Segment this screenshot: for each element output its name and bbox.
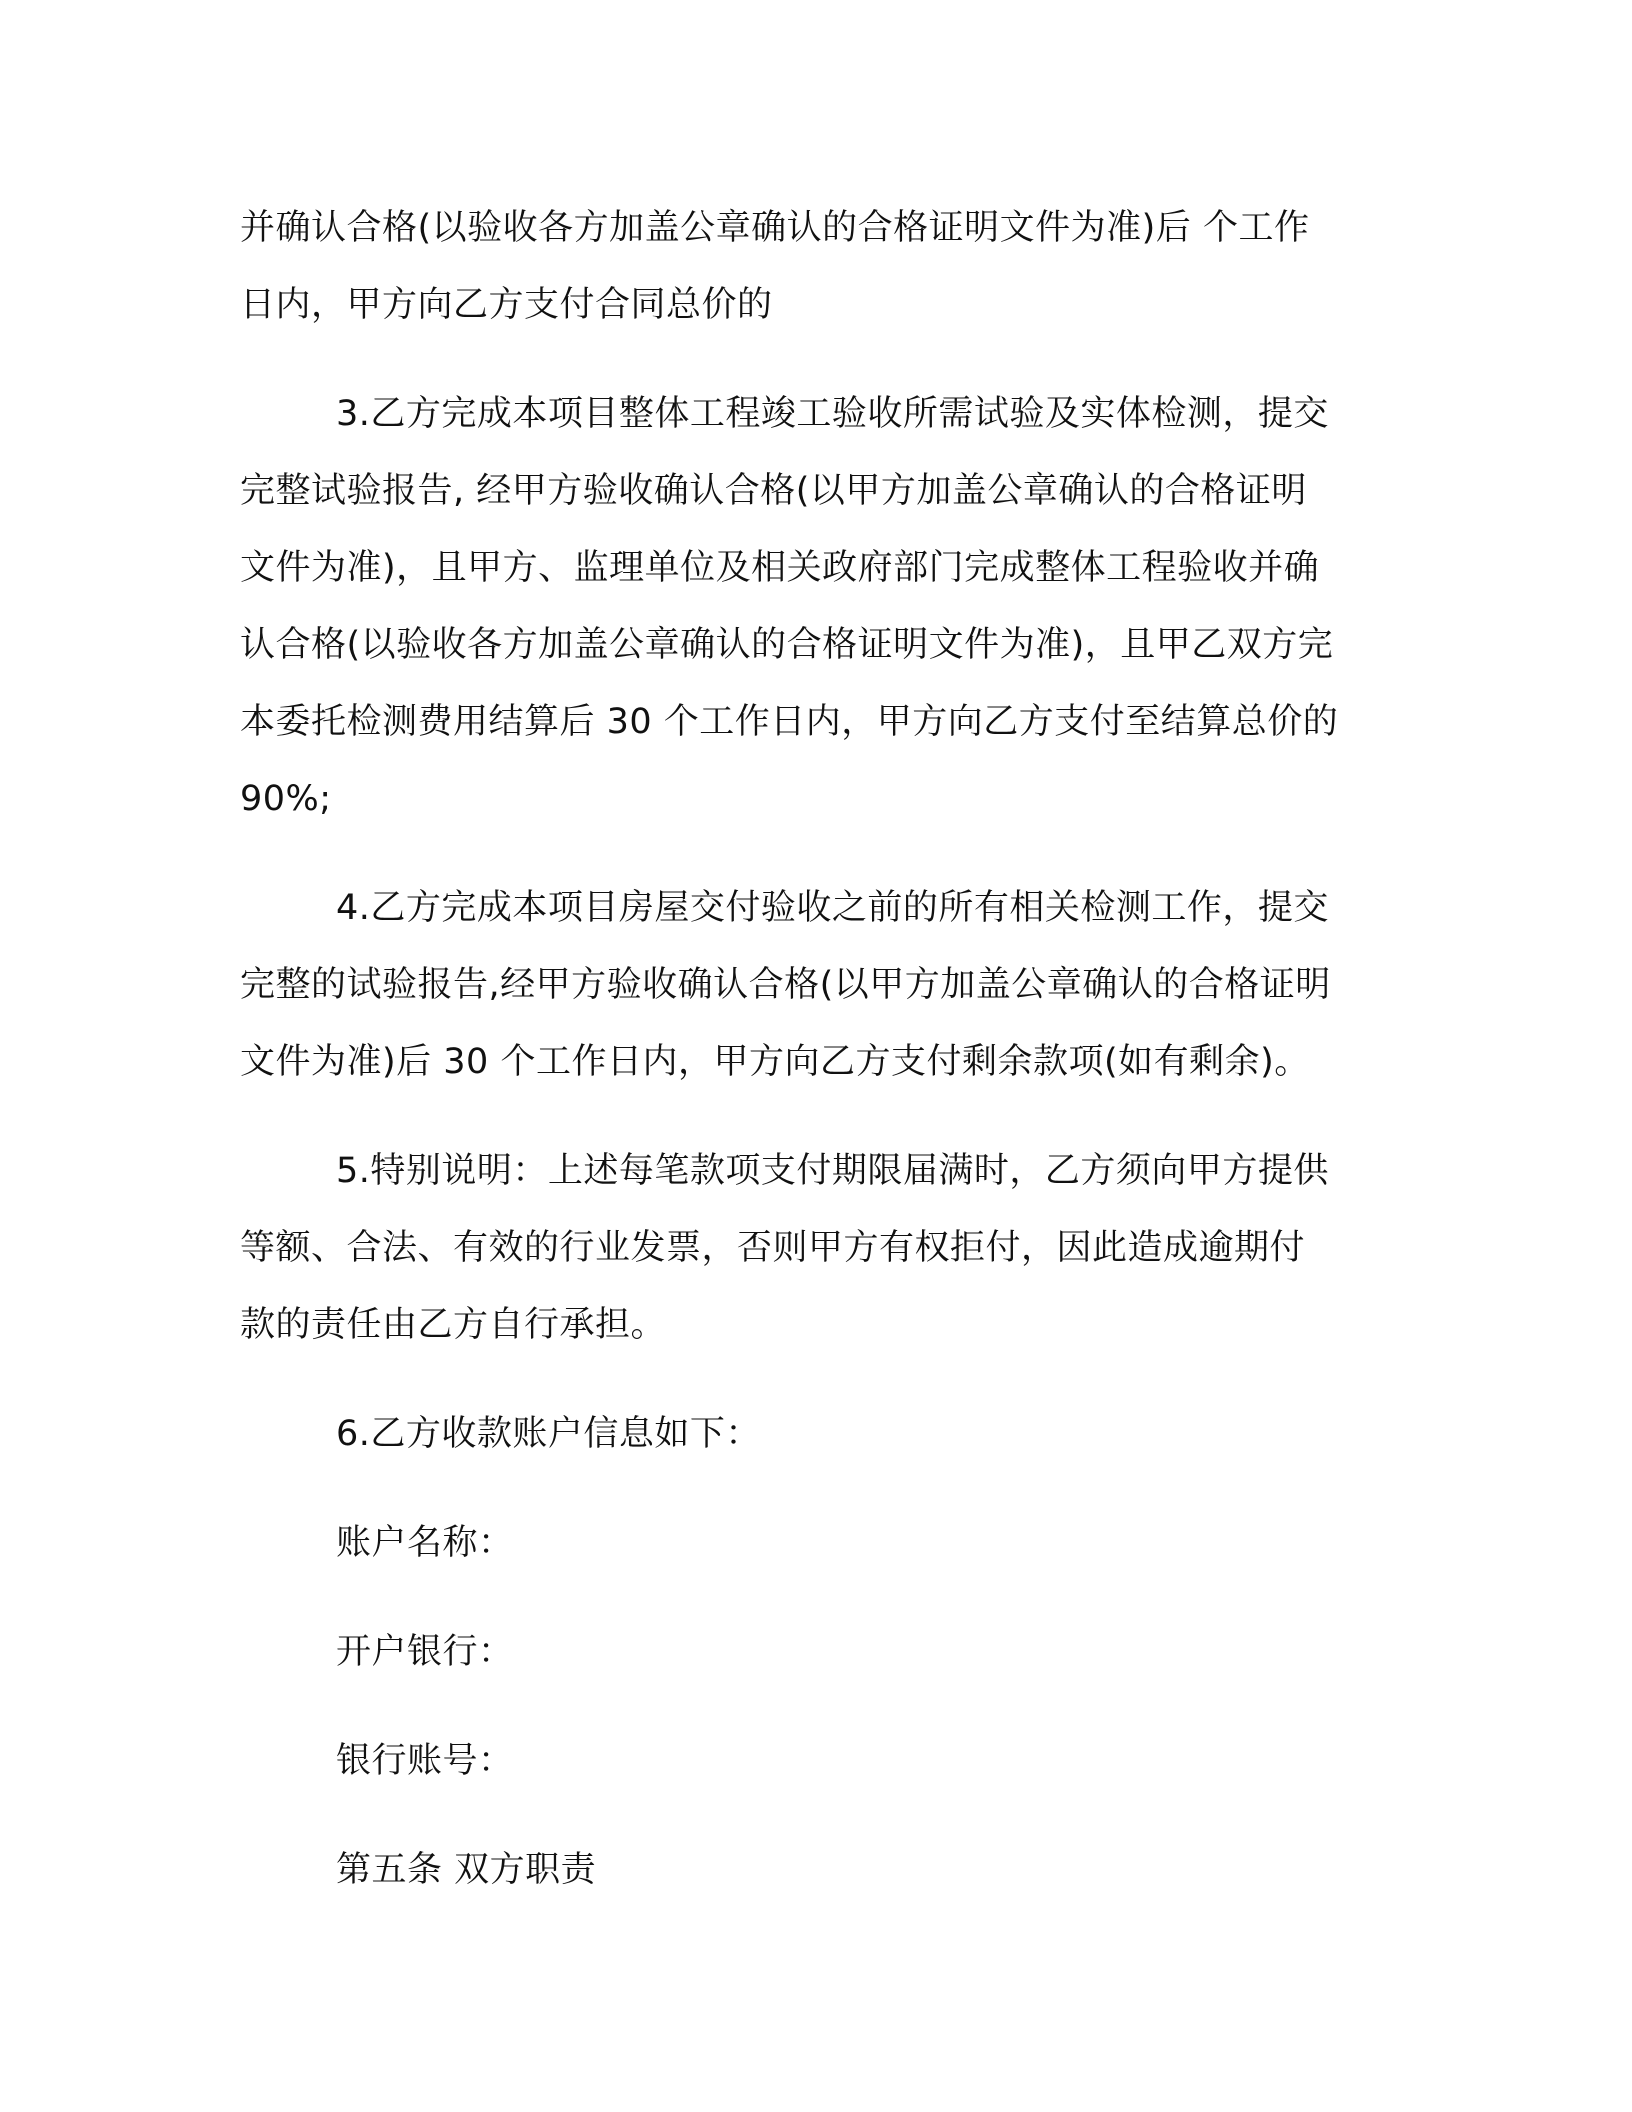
text-line: 文件为准)，且甲方、监理单位及相关政府部门完成整体工程验收并确 xyxy=(240,548,1320,588)
field-account-name xyxy=(240,1505,1390,1582)
text-line: 并确认合格(以验收各方加盖公章确认的合格证明文件为准)后 个工作 xyxy=(240,208,1310,248)
text-line: 款的责任由乙方自行承担。 xyxy=(240,1305,667,1345)
paragraph-continued xyxy=(240,190,1390,344)
text-line: 4.乙方完成本项目房屋交付验收之前的所有相关检测工作，提交 xyxy=(336,888,1329,928)
text-line: 日内，甲方向乙方支付合同总价的 xyxy=(240,285,773,325)
document-page xyxy=(240,190,1390,1909)
text-line: 6.乙方收款账户信息如下： xyxy=(336,1414,761,1454)
paragraph-clause-4 xyxy=(240,870,1390,1101)
text-line: 90%; xyxy=(240,779,332,819)
field-bank xyxy=(240,1614,1390,1691)
section-heading-article-5 xyxy=(240,1832,1390,1909)
text-line: 认合格(以验收各方加盖公章确认的合格证明文件为准)，且甲乙双方完 xyxy=(240,625,1334,665)
text-line: 完整的试验报告,经甲方验收确认合格(以甲方加盖公章确认的合格证明 xyxy=(240,965,1331,1005)
text-line: 完整试验报告, 经甲方验收确认合格(以甲方加盖公章确认的合格证明 xyxy=(240,471,1307,511)
text-line: 本委托检测费用结算后 30 个工作日内，甲方向乙方支付至结算总价的 xyxy=(240,702,1339,742)
text-line: 5.特别说明：上述每笔款项支付期限届满时，乙方须向甲方提供 xyxy=(336,1151,1329,1191)
text-line: 文件为准)后 30 个工作日内，甲方向乙方支付剩余款项(如有剩余)。 xyxy=(240,1042,1310,1082)
paragraph-clause-3 xyxy=(240,376,1390,838)
field-label: 账户名称： xyxy=(336,1523,514,1563)
field-account-number xyxy=(240,1723,1390,1800)
paragraph-clause-5 xyxy=(240,1133,1390,1364)
section-heading: 第五条 双方职责 xyxy=(336,1850,597,1890)
field-label: 银行账号： xyxy=(336,1741,514,1781)
paragraph-clause-6 xyxy=(240,1396,1390,1473)
text-line: 等额、合法、有效的行业发票，否则甲方有权拒付，因此造成逾期付 xyxy=(240,1228,1306,1268)
text-line: 3.乙方完成本项目整体工程竣工验收所需试验及实体检测，提交 xyxy=(336,394,1329,434)
field-label: 开户银行： xyxy=(336,1632,514,1672)
